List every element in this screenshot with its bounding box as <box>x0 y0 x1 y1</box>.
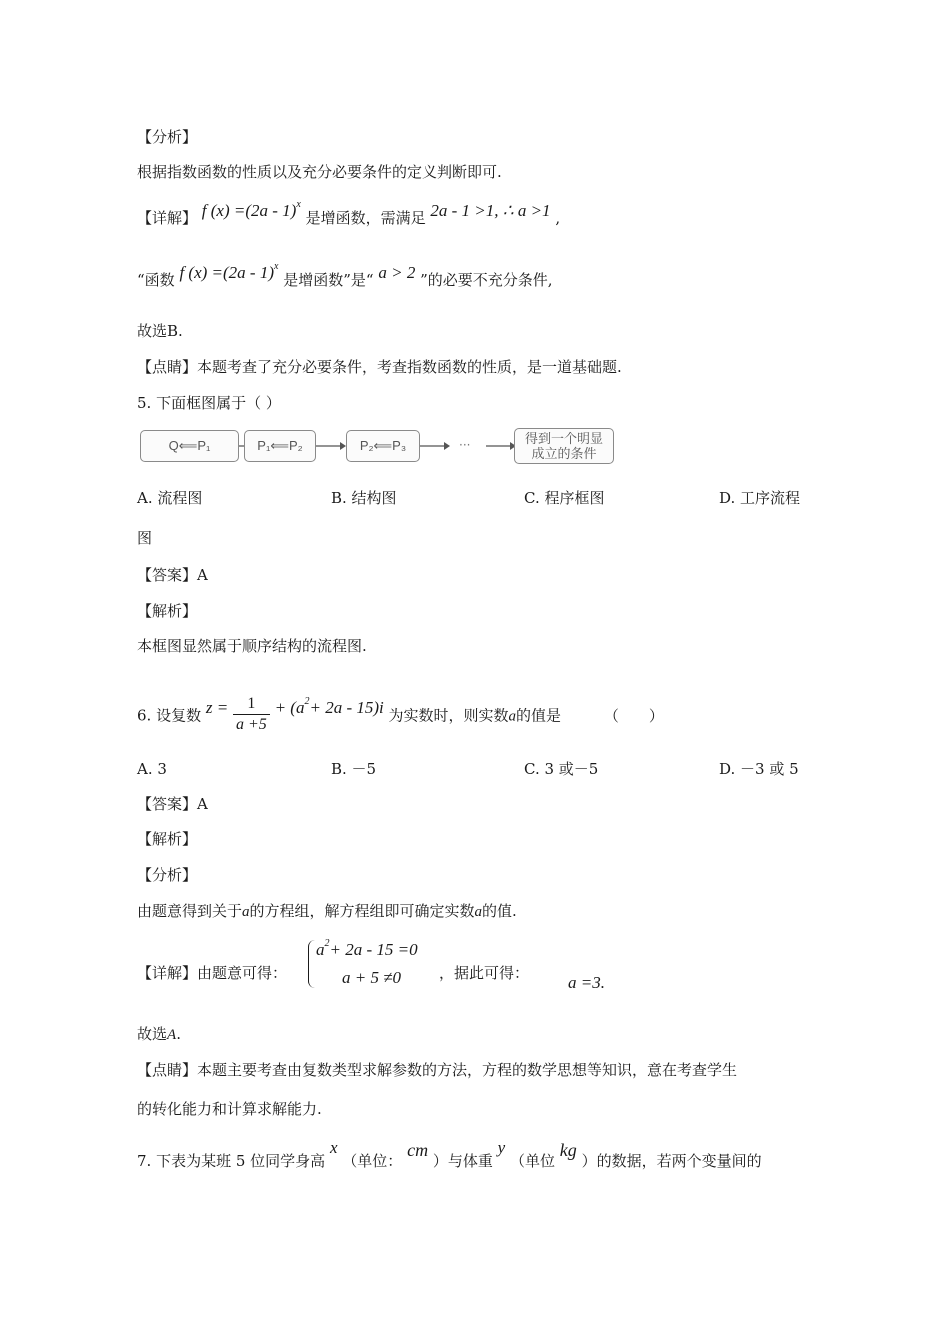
detail-label: 【详解】 <box>137 209 198 227</box>
detail-mid-text: 是增函数，需满足 <box>305 209 426 227</box>
condition-expression: 2a - 1 >1, ∴ a >1 <box>430 201 551 220</box>
q6-option-c[interactable]: C. 3 或－5 <box>524 760 599 778</box>
dianjing-1: 【点睛】本题考查了充分必要条件，考查指数函数的性质，是一道基础题. <box>137 358 622 376</box>
q6-dianjing-2: 的转化能力和计算求解能力. <box>137 1100 322 1118</box>
equation-brace <box>308 940 315 988</box>
q6-detail-label: 【详解】由题意可得： <box>137 964 288 982</box>
analysis-label: 【分析】 <box>137 128 198 146</box>
q5-option-c[interactable]: C. 程序框图 <box>524 489 605 507</box>
q6-jiexi-label: 【解析】 <box>137 830 198 848</box>
q6-fenxi-text: 由题意得到关于a的方程组，解方程组即可确定实数a的值. <box>137 902 517 920</box>
equation-1: $a^2+ 2a - 15 =0$ <box>316 938 418 959</box>
q6-option-a[interactable]: A. 3 <box>137 760 167 778</box>
flow-box-final: 得到一个明显 成立的条件 <box>514 428 614 464</box>
analysis-text: 根据指数函数的性质以及充分必要条件的定义判断即可. <box>137 163 502 181</box>
arrow-icon <box>316 438 346 454</box>
q6-answer: 【答案】A <box>137 795 208 813</box>
function-expression-2: f (x) =(2a - 1)$^x$ <box>179 261 279 282</box>
q6-dianjing-1: 【点睛】本题主要考查由复数类型求解参数的方法，方程的数学思想等知识，意在考查学生 <box>137 1061 738 1079</box>
q5-answer: 【答案】A <box>137 566 208 584</box>
condition-a-gt-2: a > 2 <box>378 263 416 282</box>
q6-choose: 故选A. <box>137 1025 181 1043</box>
q7-stem: 7. 下表为某班 5 位同学身高 x （单位： cm ）与体重 y （单位 kg ）的数据，若两个变量间的 <box>137 1138 762 1170</box>
detail-line-2: “函数 f (x) =(2a - 1)$^x$ 是增函数”是“ a > 2 ”的必要不充分条件, <box>137 261 553 289</box>
q6-fenxi-label: 【分析】 <box>137 866 198 884</box>
equation-2: a + 5 ≠0 <box>342 968 402 987</box>
detail-line-1: 【详解】 f (x) =(2a - 1)$^x$ 是增函数，需满足 2a - 1 >1, ∴ a >1 , <box>137 199 561 227</box>
q5-stem: 5. 下面框图属于（ ） <box>137 394 281 412</box>
q6-fraction: $\frac{1}{a +5}$ <box>233 694 270 735</box>
q5-jiexi-label: 【解析】 <box>137 602 198 620</box>
flow-ellipsis: ··· <box>459 438 471 452</box>
q6-result: a =3. <box>568 973 605 992</box>
flow-box-3: P₂⟸P₃ <box>346 430 420 462</box>
q5-option-d[interactable]: D. 工序流程 <box>719 489 801 507</box>
arrow-icon <box>486 438 516 454</box>
function-expression: f (x) =(2a - 1)$^x$ <box>201 199 301 220</box>
q5-option-b[interactable]: B. 结构图 <box>331 489 397 507</box>
q6-option-d[interactable]: D. －3 或 5 <box>719 760 799 778</box>
choose-answer-1: 故选B. <box>137 322 183 340</box>
q5-jiexi-text: 本框图显然属于顺序结构的流程图. <box>137 637 367 655</box>
q6-stem: 6. 设复数 z = $\frac{1}{a +5}$ + $(a^2+ 2a - 15)i$ 为实数时，则实数a的值是 （ ） <box>137 695 664 733</box>
flow-box-2: P₁⟸P₂ <box>244 430 316 462</box>
flow-box-1: Q⟸P₁ <box>140 430 239 462</box>
q5-option-d-wrap: 图 <box>137 529 153 547</box>
q5-option-a[interactable]: A. 流程图 <box>137 489 203 507</box>
q6-option-b[interactable]: B. －5 <box>331 760 377 778</box>
arrow-icon <box>420 438 450 454</box>
q6-result-text: ，据此可得： <box>439 964 530 982</box>
